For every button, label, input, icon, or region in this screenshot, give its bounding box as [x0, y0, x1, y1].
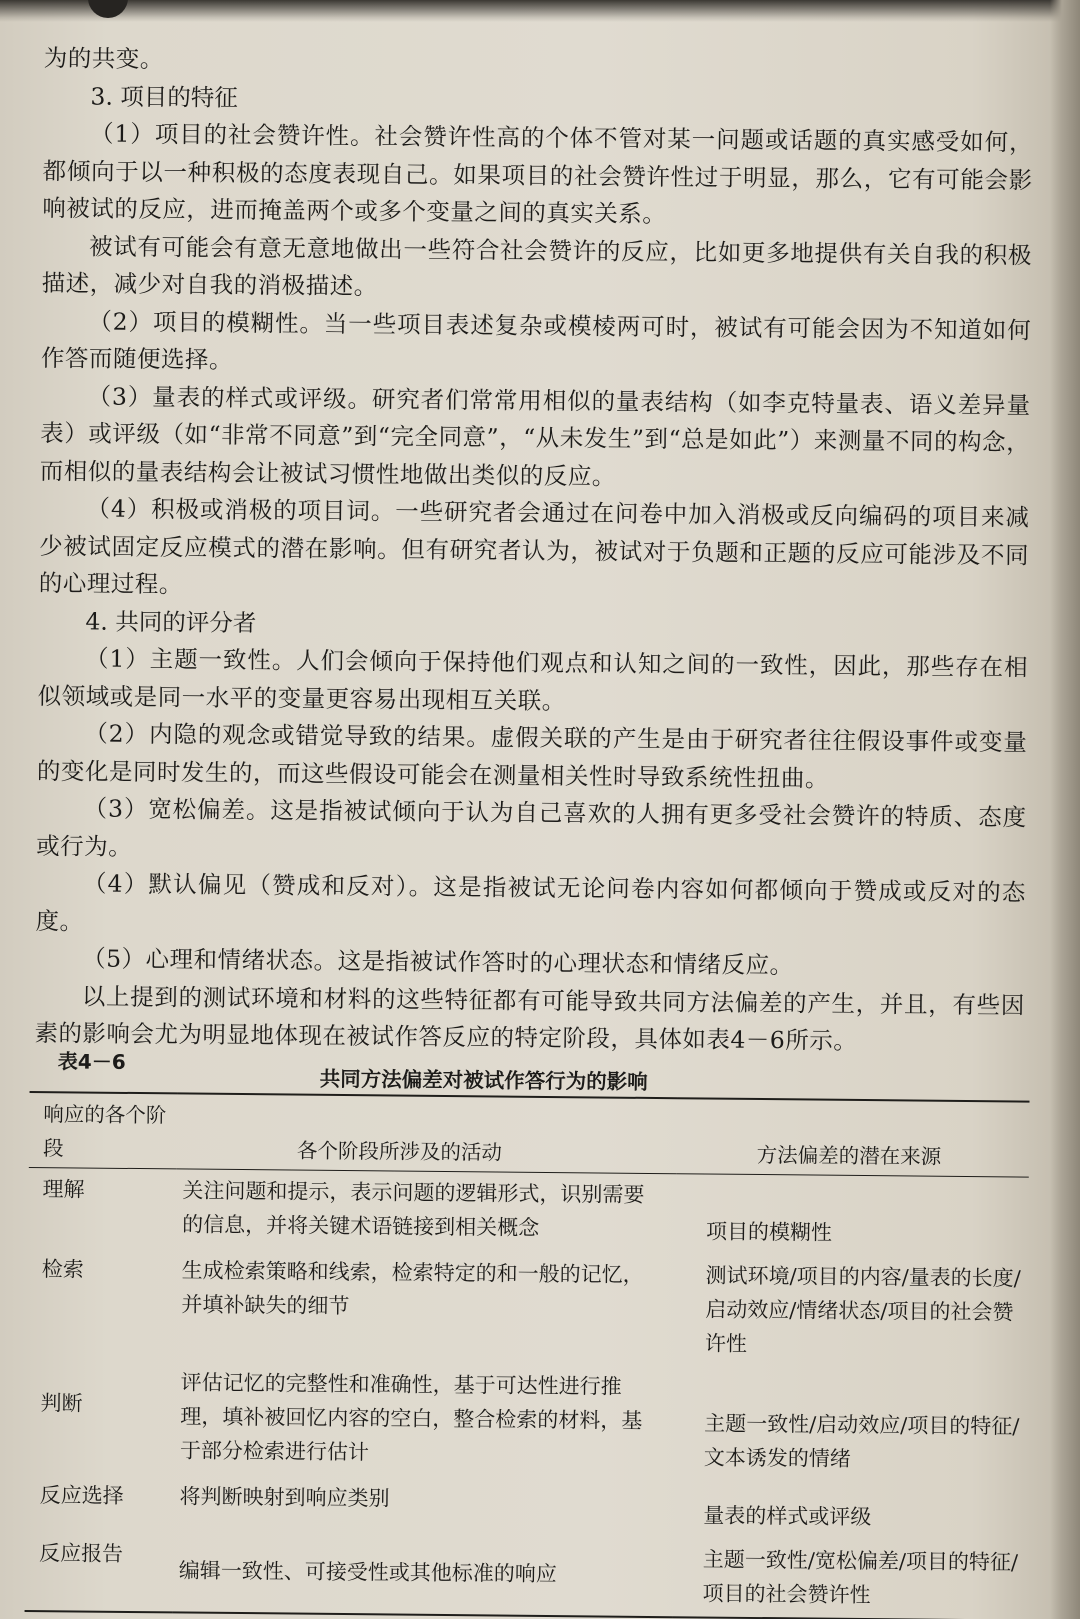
table-row: [26, 1360, 1027, 1484]
table-cell-stage: 反应报告: [39, 1541, 124, 1566]
paragraph: 以上提到的测试环境和材料的这些特征都有可能导致共同方法偏差的产生，并且，有些因素的影响会尤为明显地体现在被试作答反应的特定阶段，具体如表4－6所示。: [34, 981, 1025, 1055]
table-cell-source: 测试环境/项目的内容/量表的长度/启动效应/情绪状态/项目的社会赞许性: [704, 1263, 1021, 1356]
table-row: [25, 1474, 1026, 1542]
column-header-activity: 各个阶段所涉及的活动: [177, 1093, 678, 1173]
page-edge-shadow: [1050, 0, 1080, 1619]
table-cell-activity: 生成检索策略和线索，检索特定的和一般的记忆，并填补缺失的细节: [181, 1258, 644, 1319]
table-4-6: [25, 1045, 1030, 1619]
paragraph: 为的共变。: [43, 43, 164, 74]
table-row: [27, 1248, 1028, 1370]
paragraph: 被试有可能会有意无意地做出一些符合社会赞许的反应，比如更多地提供有关自我的积极描述，减少对自我的消极描述。: [41, 231, 1033, 301]
paragraph: （2）内隐的观念或错觉导致的结果。虚假关联的产生是由于研究者往往假设事件或变量的变化是同时发生的，而这些假设可能会在测量相关性时导致系统性扭曲。: [36, 719, 1028, 793]
table-cell-source: 量表的样式或评级: [703, 1503, 872, 1530]
table-cell-activity: 关注问题和提示，表示问题的逻辑形式，识别需要的信息，并将关键术语链接到相关概念: [182, 1178, 645, 1240]
table-cell-activity: 编辑一致性、可接受性或其他标准的响应: [178, 1558, 557, 1587]
column-header-stage: 响应的各个阶段: [29, 1092, 178, 1169]
table-number: 表4－6: [57, 1049, 126, 1074]
effects-table: [25, 1091, 1030, 1619]
paragraph: （3）宽松偏差。这是指被试倾向于认为自己喜欢的人拥有更多受社会赞许的特质、态度或行为。: [36, 794, 1027, 861]
table-caption: 共同方法偏差对被试作答行为的影响: [319, 1066, 648, 1094]
table-header-row: [29, 1092, 1030, 1177]
table-cell-stage: 理解: [42, 1177, 85, 1202]
table-cell-source: 主题一致性/启动效应/项目的特征/文本诱发的情绪: [703, 1411, 1020, 1471]
page-top-shadow: [0, 0, 1080, 22]
table-cell-source: 项目的模糊性: [705, 1219, 833, 1245]
table-cell-source: 主题一致性/宽松偏差/项目的特征/项目的社会赞许性: [702, 1547, 1019, 1608]
table-row: [28, 1167, 1029, 1257]
section-heading: 3. 项目的特征: [90, 81, 238, 112]
column-header-source: 方法偏差的潜在来源: [677, 1098, 1030, 1177]
paragraph: （1）项目的社会赞许性。社会赞许性高的个体不管对某一问题或话题的真实感受如何，都倾向于以一种积极的态度表现自己。如果项目的社会赞许性过于明显，那么，它有可能会影响被试的反应，进而掩盖两个或多个变量之间的真实关系。: [42, 119, 1034, 228]
table-cell-stage: 检索: [41, 1257, 84, 1282]
paragraph: （5）心理和情绪状态。这是指被试作答时的心理状态和情绪反应。: [82, 944, 794, 980]
paragraph: （1）主题一致性。人们会倾向于保持他们观点和认知之间的一致性，因此，那些存在相似领域或是同一水平的变量更容易出现相互关联。: [37, 644, 1029, 715]
paragraph: （4）默认偏见（赞成和反对）。这是指被试无论问卷内容如何都倾向于赞成或反对的态度。: [35, 869, 1026, 935]
table-row: [25, 1532, 1026, 1619]
table-cell-activity: 将判断映射到响应类别: [179, 1484, 390, 1511]
table-cell-stage: 判断: [40, 1391, 83, 1416]
paragraph: （3）量表的样式或评级。研究者们常常用相似的量表结构（如李克特量表、语义差异量表）或评级（如“非常不同意”到“完全同意”，“从未发生”到“总是如此”）来测量不同的构念，而相似的量表结构会让被试习惯性地做出类似的反应。: [39, 381, 1031, 491]
table-cell-stage: 反应选择: [39, 1483, 124, 1508]
paragraph: （2）项目的模糊性。当一些项目表述复杂或模棱两可时，被试有可能会因为不知道如何作答而随便选择。: [40, 306, 1032, 374]
paragraph: （4）积极或消极的项目词。一些研究者会通过在问卷中加入消极或反向编码的项目来减少被试固定反应模式的潜在影响。但有研究者认为，被试对于负题和正题的反应可能涉及不同的心理过程。: [38, 494, 1030, 599]
section-heading: 4. 共同的评分者: [85, 606, 257, 637]
body-text: [34, 40, 1034, 1062]
table-cell-activity: 评估记忆的完整性和准确性，基于可达性进行推理，填补被回忆内容的空白，整合检索的材料，基于部分检索进行估计: [179, 1370, 643, 1465]
